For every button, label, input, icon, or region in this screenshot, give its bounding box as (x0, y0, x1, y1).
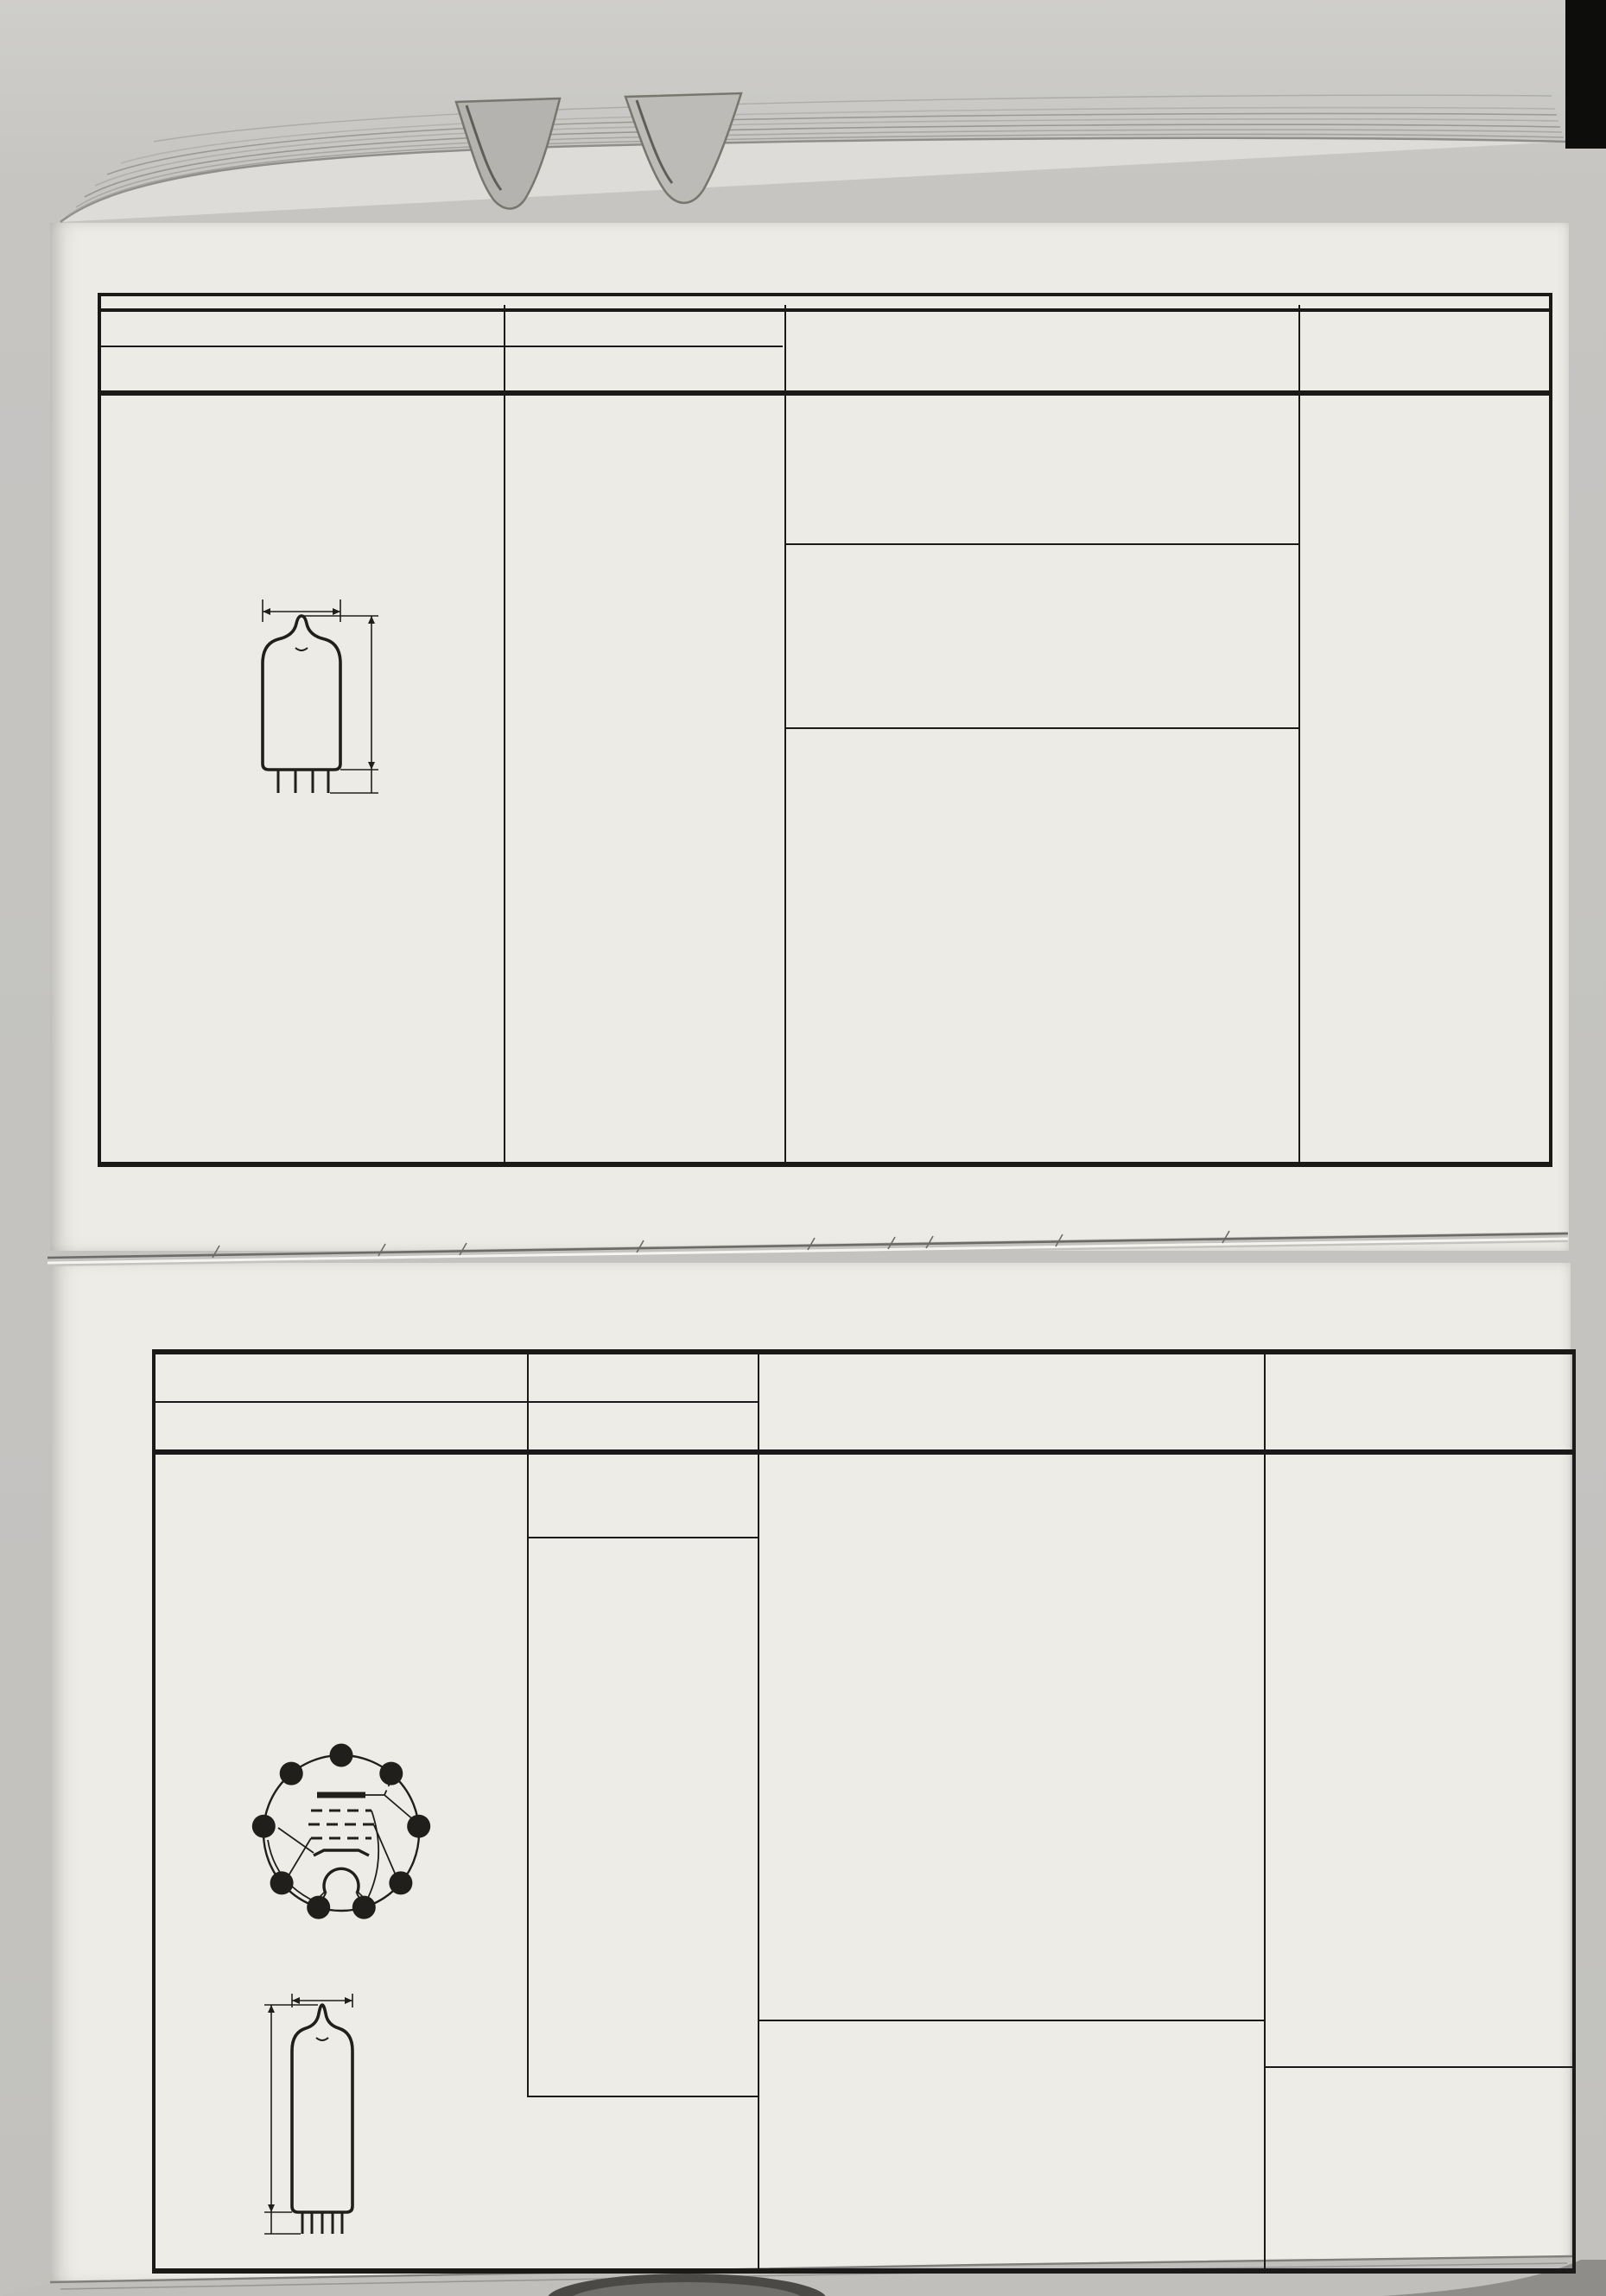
column-divider (758, 1354, 759, 2268)
table-border-left (152, 1349, 156, 2272)
column-divider (504, 305, 505, 1162)
socket-diagram-noval (207, 1729, 475, 1952)
header-bottom-rule (152, 1449, 1576, 1455)
column-divider (1264, 1354, 1266, 2268)
footnote-rule (758, 2020, 1264, 2021)
table-border-top (98, 293, 1552, 312)
table-border-left (98, 293, 101, 1167)
header-sub-divider (156, 1401, 758, 1403)
tube-outline-drawing-ef865 (238, 1980, 385, 2241)
header-sub-divider (101, 346, 783, 347)
table-border-bottom (152, 2268, 1576, 2274)
column-divider (1298, 305, 1300, 1162)
section-rule (527, 1537, 758, 1538)
table-border-top (152, 1349, 1576, 1354)
table-border-bottom (98, 1162, 1552, 1167)
page-stack-edge-top (0, 45, 1606, 231)
footnote-rule (1264, 2066, 1574, 2068)
column-divider (527, 1354, 529, 2097)
header-bottom-rule (98, 390, 1552, 396)
column-divider (784, 305, 786, 1162)
section-rule (784, 727, 1300, 729)
heizung-cell-bottom-rule (527, 2096, 759, 2097)
scan-black-corner (1565, 0, 1606, 149)
table-border-right (1572, 1349, 1576, 2272)
page-seam (0, 1213, 1606, 1291)
tube-outline-drawing-ef861 (242, 594, 397, 805)
table-border-right (1549, 293, 1552, 1167)
section-rule (784, 543, 1300, 545)
socket-pins (252, 1744, 430, 1919)
